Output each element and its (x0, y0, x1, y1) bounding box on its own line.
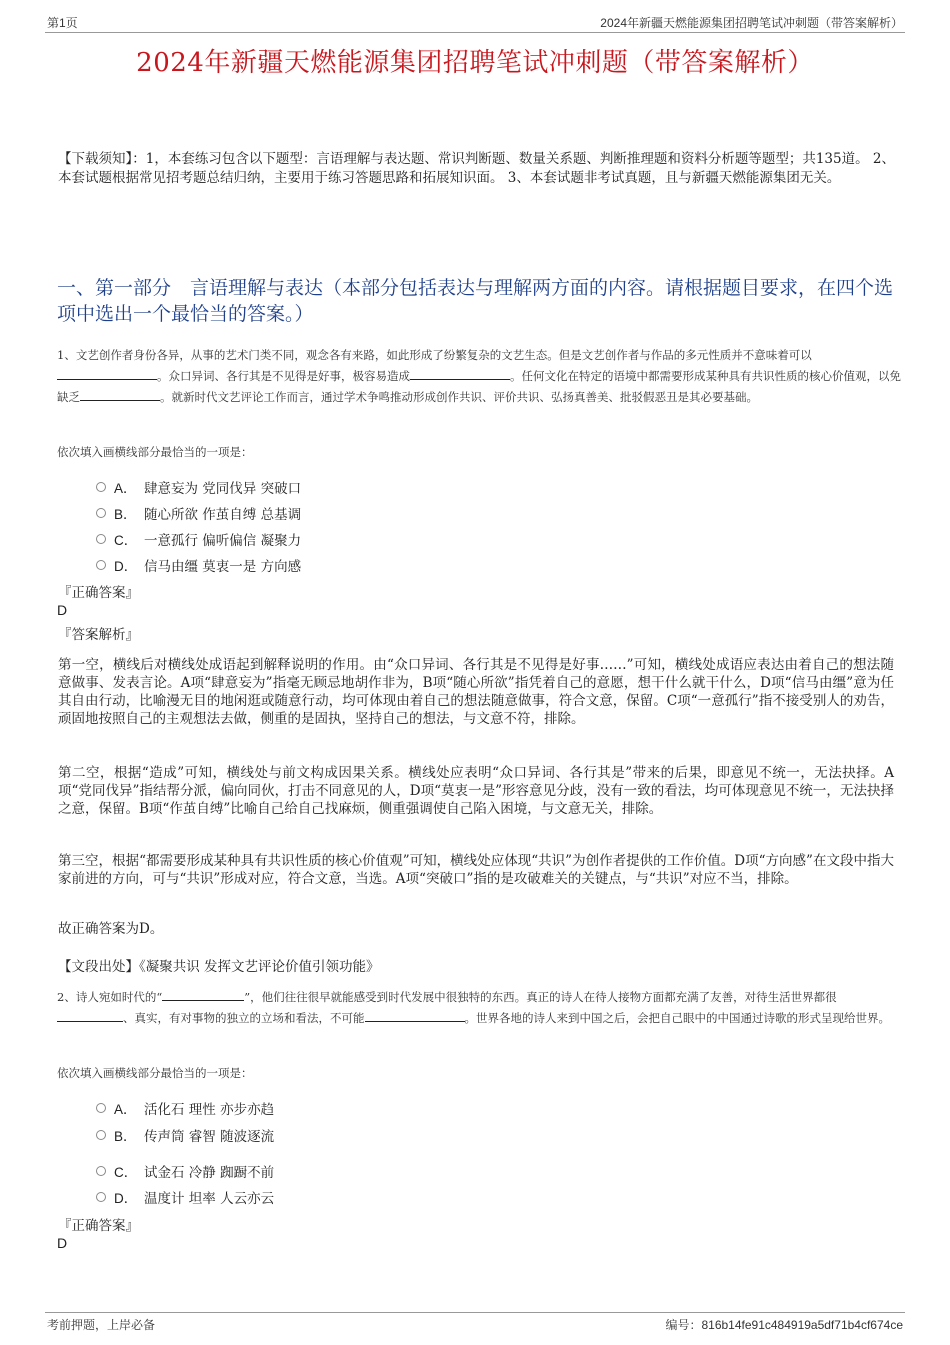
q1-stem-part-4: 。就新时代文艺评论工作而言，通过学术争鸣推动形成创作共识、评价共识、弘扬真善美、批驳假恶丑是其必要基础。 (160, 390, 758, 404)
q1-option-d[interactable] (96, 555, 496, 575)
q1-stem-part-2: 。众口异词、各行其是不见得是好事，极容易造成 (157, 369, 410, 383)
footer-code (665, 1316, 903, 1333)
q1-blank-1 (57, 367, 157, 380)
q2-stem-part-3: 、真实，有对事物的独立的立场和看法，不可能 (123, 1011, 365, 1025)
q2-blank-2 (57, 1009, 123, 1022)
q1-answer: D (57, 602, 68, 618)
option-letter: A． (114, 1102, 137, 1117)
page-title: 2024年新疆天燃能源集团招聘笔试冲刺题（带答案解析） (136, 48, 814, 78)
q2-blank-3 (365, 1009, 465, 1022)
q2-blank-1 (162, 988, 244, 1001)
q2-stem-part-4: 。世界各地的诗人来到中国之后，会把自己眼中的中国通过诗歌的形式呈现给世界。 (464, 1011, 890, 1025)
page-number: 第1页 (47, 16, 78, 30)
option-letter: B． (114, 1129, 137, 1144)
option-text: 试金石 冷静 踟蹰不前 (144, 1165, 275, 1181)
q1-option-a[interactable] (96, 477, 496, 497)
q1-analysis-para-1: 第一空，横线后对横线处成语起到解释说明的作用。由“众口异词、各行其是不见得是好事……”可知，横线处成语应表达由着自己的想法随意做事、发表言论。A项“肆意妄为”指毫无顾忌地胡作非为，B项“随心所欲”指凭着自己的意愿，想干什么就干什么，D项“信马由缰”意为任其自由行动，比喻漫无目的地闲逛或随意行动，均可体现由着自己的想法随意做事，符合文意，保留。C项“一意孤行”指不接受别人的劝告，顽固地按照自己的主观想法去做，侧重的是固执，坚持自己的想法，与文意不符，排除。 (58, 657, 894, 727)
q1-stem-part-1: 1、文艺创作者身份各异，从事的艺术门类不同，观念各有来路，如此形成了纷繁复杂的文艺生态。但是文艺创作者与作品的多元性质并不意味着可以 (57, 348, 812, 362)
q1-blank-3 (80, 388, 160, 401)
download-notice: 【下载须知】：1，本套练习包含以下题型：言语理解与表达题、常识判断题、数量关系题、判断推理题和资料分析题等题型；共135道。 2、本套试题根据常见招考题总结归纳，主要用于练习答题思路和拓展知识面。 3、本套试题非考试真题，且与新疆天燃能源集团无关。 (58, 151, 895, 186)
radio-icon[interactable] (96, 534, 106, 544)
q2-option-a[interactable] (96, 1098, 496, 1118)
radio-icon[interactable] (96, 560, 106, 570)
radio-icon[interactable] (96, 1130, 106, 1140)
option-text: 传声筒 睿智 随波逐流 (144, 1129, 275, 1145)
q2-stem-part-2: ”，他们往往很早就能感受到时代发展中很独特的东西。真正的诗人在待人接物方面都充满了友善，对待生活世界都很 (244, 990, 837, 1004)
q2-option-c[interactable] (96, 1161, 496, 1181)
q1-source: 【文段出处】《凝聚共识 发挥文艺评论价值引领功能》 (58, 959, 380, 975)
q1-prompt: 依次填入画横线部分最恰当的一项是： (57, 445, 253, 459)
header-doc-title: 2024年新疆天燃能源集团招聘笔试冲刺题（带答案解析） (600, 16, 903, 30)
q1-option-b[interactable] (96, 503, 496, 523)
q2-prompt: 依次填入画横线部分最恰当的一项是： (57, 1066, 253, 1080)
option-letter: C． (114, 533, 138, 548)
page-footer (45, 1312, 905, 1333)
q1-blank-2 (410, 367, 510, 380)
radio-icon[interactable] (96, 1166, 106, 1176)
q1-analysis-para-2: 第二空，根据“造成”可知，横线处与前文构成因果关系。横线处应表明“众口异词、各行其是”带来的后果，即意见不统一，无法抉择。A项“党同伐异”指结帮分派，偏向同伙，打击不同意见的人，D项“莫衷一是”形容意见分歧，没有一致的看法，均可体现意见不统一，无法抉择之意，保留。B项“作茧自缚”比喻自己给自己找麻烦，侧重强调使自己陷入困境，与文意无关，排除。 (58, 765, 894, 817)
q1-analysis-label: 『答案解析』 (58, 627, 139, 643)
question-2-stem (57, 987, 902, 1029)
page-header (45, 10, 905, 33)
q2-stem-part-1: 2、诗人宛如时代的“ (57, 990, 163, 1004)
footer-code-label: 编号： (665, 1318, 702, 1332)
option-text: 一意孤行 偏听偏信 凝聚力 (144, 533, 302, 549)
option-letter: D． (114, 559, 138, 574)
question-1-stem (57, 345, 902, 408)
q2-option-d[interactable] (96, 1187, 496, 1207)
option-letter: C． (114, 1165, 138, 1180)
q2-option-b[interactable] (96, 1125, 496, 1145)
option-text: 活化石 理性 亦步亦趋 (144, 1102, 275, 1118)
q1-correct-label: 『正确答案』 (58, 585, 139, 601)
option-letter: B． (114, 507, 137, 522)
option-text: 信马由缰 莫衷一是 方向感 (144, 559, 302, 575)
q1-analysis-conclusion: 故正确答案为D。 (58, 921, 164, 937)
option-letter: A． (114, 481, 137, 496)
option-letter: D． (114, 1191, 138, 1206)
q2-answer: D (57, 1235, 68, 1251)
q1-analysis-para-3: 第三空，根据“都需要形成某种具有共识性质的核心价值观”可知，横线处应体现“共识”为创作者提供的工作价值。D项“方向感”在文段中指大家前进的方向，可与“共识”形成对应，符合文意，当选。A项“突破口”指的是攻破难关的关键点，与“共识”对应不当，排除。 (58, 853, 894, 887)
q2-correct-label: 『正确答案』 (58, 1218, 139, 1234)
footer-slogan: 考前押题，上岸必备 (47, 1318, 156, 1332)
footer-code-value: 816b14fe91c484919a5df71b4cf674ce (701, 1318, 903, 1332)
section-heading: 一、第一部分 言语理解与表达（本部分包括表达与理解两方面的内容。请根据题目要求，在四个选项中选出一个最恰当的答案。） (57, 277, 894, 325)
option-text: 温度计 坦率 人云亦云 (144, 1191, 275, 1207)
option-text: 随心所欲 作茧自缚 总基调 (144, 507, 302, 523)
q1-option-c[interactable] (96, 529, 496, 549)
option-text: 肆意妄为 党同伐异 突破口 (144, 481, 302, 497)
radio-icon[interactable] (96, 508, 106, 518)
q1-stem-part-3: 。任何文化在特定的语境中都需要形成某种具有共识性质的核心价值观，以免缺乏 (57, 369, 901, 404)
radio-icon[interactable] (96, 1192, 106, 1202)
radio-icon[interactable] (96, 1103, 106, 1113)
radio-icon[interactable] (96, 482, 106, 492)
